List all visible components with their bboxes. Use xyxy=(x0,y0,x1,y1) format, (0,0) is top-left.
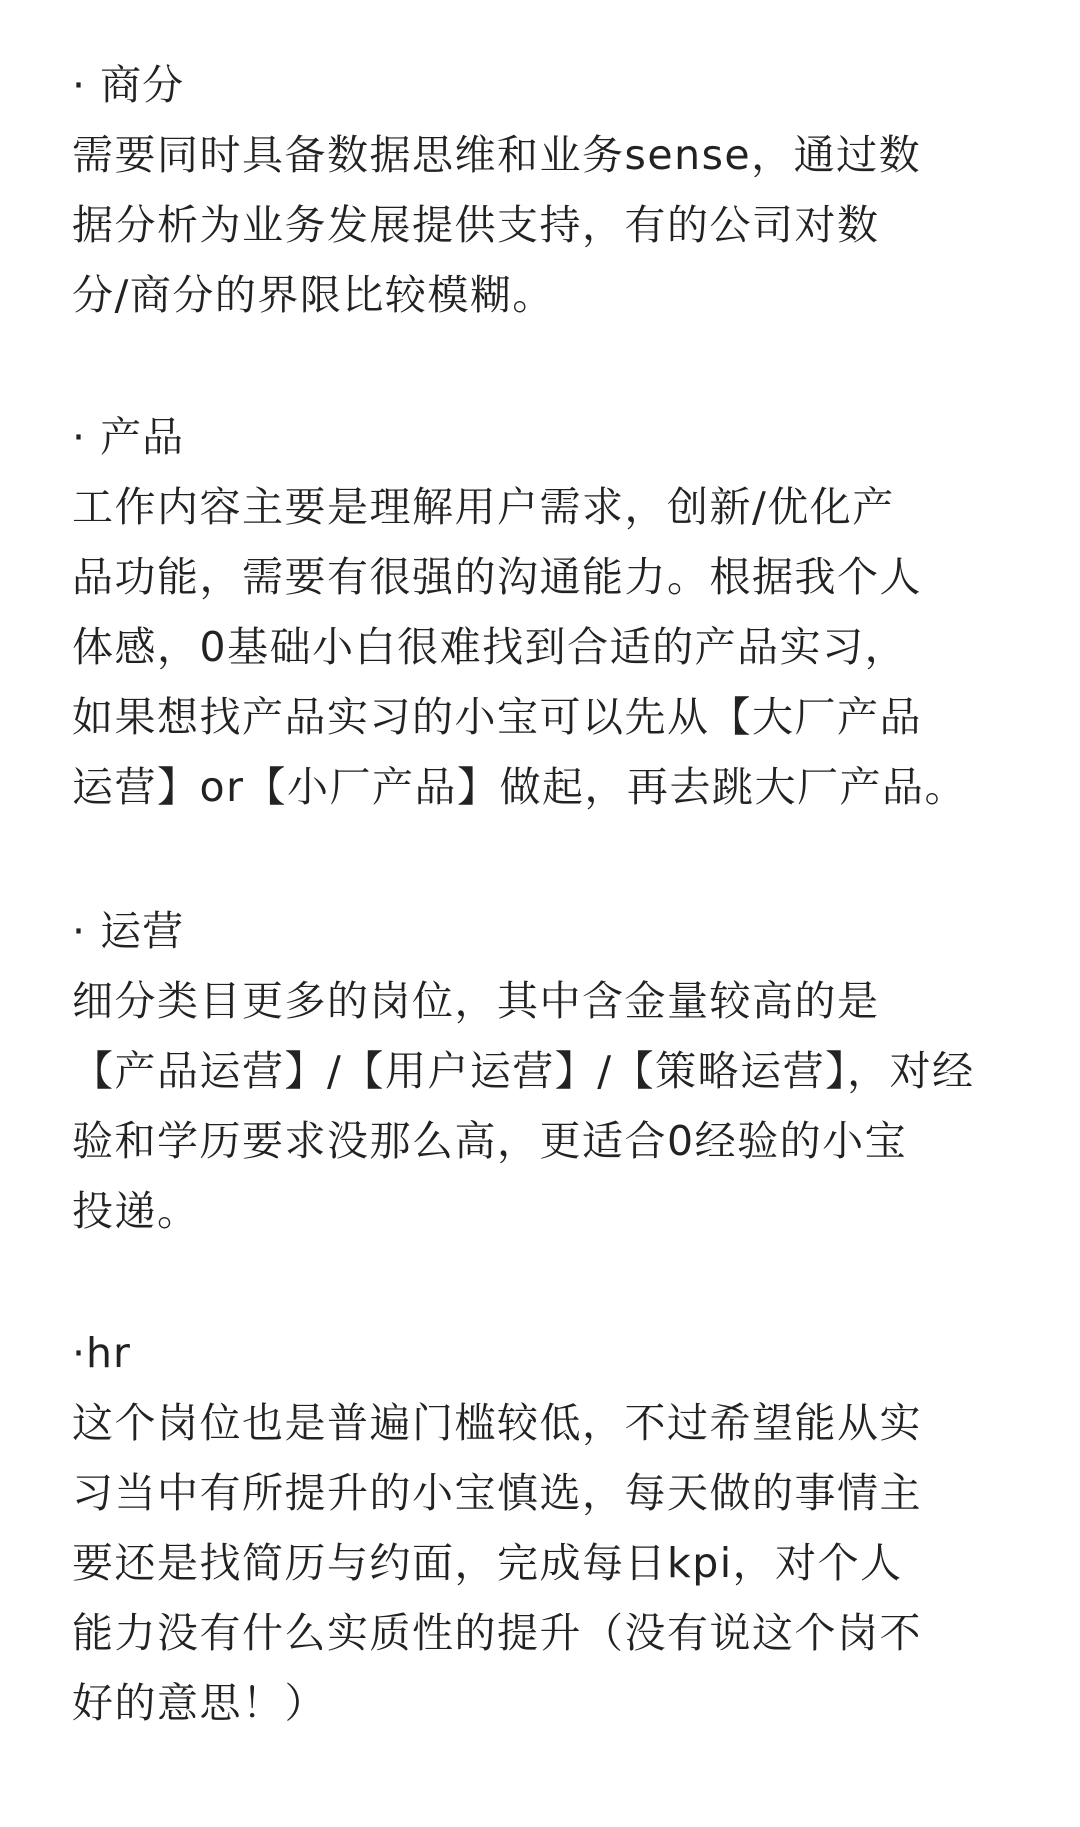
section-heading: · 商分 xyxy=(72,61,185,109)
paragraph-line: 投递。 xyxy=(72,1187,200,1235)
paragraph-line: 工作内容主要是理解用户需求，创新/优化产 xyxy=(72,483,895,531)
paragraph-line: 【产品运营】/【用户运营】/【策略运营】，对经 xyxy=(72,1047,975,1095)
paragraph-line: 要还是找简历与约面，完成每日kpi，对个人 xyxy=(72,1539,903,1587)
section-chanpin xyxy=(72,402,1012,822)
section-yunying xyxy=(72,896,1012,1246)
section-shangfen xyxy=(72,50,1012,330)
paragraph-line: 需要同时具备数据思维和业务sense，通过数 xyxy=(72,131,922,179)
paragraph-line: 如果想找产品实习的小宝可以先从【大厂产品 xyxy=(72,693,922,741)
paragraph-line: 细分类目更多的岗位，其中含金量较高的是 xyxy=(72,977,880,1025)
paragraph-line: 据分析为业务发展提供支持，有的公司对数 xyxy=(72,201,880,249)
paragraph-line: 品功能，需要有很强的沟通能力。根据我个人 xyxy=(72,553,922,601)
section-heading: · 产品 xyxy=(72,413,185,461)
section-heading: · 运营 xyxy=(72,907,185,955)
paragraph-line: 体感，0基础小白很难找到合适的产品实习， xyxy=(72,623,908,671)
paragraph-line: 运营】or【小厂产品】做起，再去跳大厂产品。 xyxy=(72,763,967,811)
section-hr xyxy=(72,1318,1012,1738)
paragraph-line: 这个岗位也是普遍门槛较低，不过希望能从实 xyxy=(72,1399,922,1447)
paragraph-line: 验和学历要求没那么高，更适合0经验的小宝 xyxy=(72,1117,908,1165)
paragraph-line: 分/商分的界限比较模糊。 xyxy=(72,271,555,319)
paragraph-line: 习当中有所提升的小宝慎选，每天做的事情主 xyxy=(72,1469,922,1517)
paragraph-line: 能力没有什么实质性的提升（没有说这个岗不 xyxy=(72,1609,922,1657)
section-heading: ·hr xyxy=(72,1329,131,1377)
paragraph-line: 好的意思！） xyxy=(72,1679,327,1727)
